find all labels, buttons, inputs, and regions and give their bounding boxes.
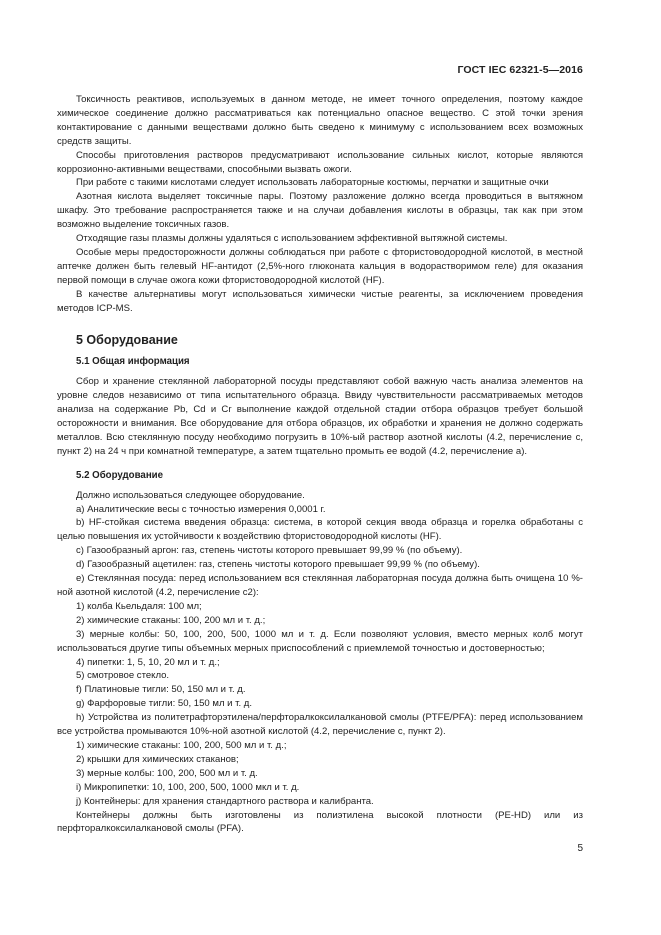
equipment-line: h) Устройства из политетрафторэтилена/перфторалкоксилалкановой смолы (PTFE/PFA): перед использованием все устройства промываются 10%-ной азотной кислотой (4.2, перечисление c, пункт 2). (57, 712, 583, 738)
equipment-line: 4) пипетки: 1, 5, 10, 20 мл и т. д.; (76, 656, 220, 668)
document-code: ГОСТ IEC 62321-5—2016 (457, 64, 583, 76)
equipment-line: 3) мерные колбы: 100, 200, 500 мл и т. д. (76, 767, 258, 779)
equipment-line: 3) мерные колбы: 50, 100, 200, 500, 1000 мл и т. д. Если позволяют условия, вместо мерных колб могут использоваться другие типы объемных мерных приспособлений с приемлемой точностью и достоверностью; (57, 628, 583, 654)
equipment-line: g) Фарфоровые тигли: 50, 150 мл и т. д. (76, 698, 253, 710)
equipment-line: 5) смотровое стекло. (76, 670, 170, 682)
subsection-title: 5.1 Общая информация (76, 356, 190, 368)
equipment-line: f) Платиновые тигли: 50, 150 мл и т. д. (76, 684, 246, 696)
equipment-line: e) Стеклянная посуда: перед использованием вся стеклянная лабораторная посуда должна быть очищена 10 %-ной азотной кислотой (4.2, перечисление c2): (57, 573, 583, 598)
subsection-title: 5.2 Оборудование (76, 469, 164, 481)
safety-paragraph: При работе с такими кислотами следует использовать лабораторные костюмы, перчатки и защитные очки (76, 177, 549, 189)
safety-paragraph: Особые меры предосторожности должны соблюдаться при работе с фтористоводородной кислотой, в местной аптечке должен быть гелевый HF-антидот (2,5%-ного глюконата кальция в водорастворимом геле) для оказания первой помощи в случае ожога кожи фтористоводородной кислотой (HF). (57, 246, 583, 286)
equipment-line: i) Микропипетки: 10, 100, 200, 500, 1000 мкл и т. д. (76, 781, 300, 793)
equipment-line: 2) крышки для химических стаканов; (76, 753, 239, 765)
safety-paragraph: В качестве альтернативы могут использоваться химически чистые реагенты, за исключением проведения методов ICP-MS. (57, 288, 583, 314)
equipment-line: 2) химические стаканы: 100, 200 мл и т. д.; (76, 614, 266, 626)
safety-paragraph: Азотная кислота выделяет токсичные пары. Поэтому разложение должно всегда проводиться в вытяжном шкафу. Это требование распространяется также и на случаи добавления кислоты в образцы, так как при этом возможно выделение токсичных газов. (57, 191, 583, 231)
equipment-line: a) Аналитические весы с точностью измерения 0,0001 г. (76, 503, 326, 515)
equipment-line: 1) химические стаканы: 100, 200, 500 мл и т. д.; (76, 739, 287, 751)
safety-paragraph: Отходящие газы плазмы должны удаляться с использованием эффективной вытяжной системы. (76, 233, 508, 245)
section-title: 5 Оборудование (76, 332, 178, 347)
equipment-line: d) Газообразный ацетилен: газ, степень чистоты которого превышает 99,99 % (по объему). (76, 559, 480, 571)
equipment-line: Должно использоваться следующее оборудование. (76, 489, 305, 501)
safety-paragraph: Способы приготовления растворов предусматривают использование сильных кислот, которые являются коррозионно-активными веществами, способными вызвать ожоги. (57, 149, 583, 175)
equipment-line: 1) колба Кьельдаля: 100 мл; (76, 600, 202, 612)
safety-paragraph: Токсичность реактивов, используемых в данном методе, не имеет точного определения, поэтому каждое химическое соединение должно рассматриваться как потенциально опасное вещество. С этой точки зрения контактирование с данными веществами должно быть сведено к минимуму с использованием всех возможных средств защиты. (57, 94, 583, 147)
equipment-line: c) Газообразный аргон: газ, степень чистоты которого превышает 99,99 % (по объему). (76, 545, 463, 557)
equipment-line: b) HF-стойкая система введения образца: система, в которой секция ввода образца и горелка обработаны с целью повышения их устойчивости к воздействию фтористоводородной кислоты (HF). (57, 517, 583, 543)
page-number: 5 (577, 843, 583, 854)
equipment-line: j) Контейнеры: для хранения стандартного раствора и калибранта. (76, 795, 374, 807)
equipment-line: Контейнеры должны быть изготовлены из полиэтилена высокой плотности (PE-HD) или из перфторалкоксилалкановой смолы (PFA). (57, 809, 583, 835)
subsection-paragraph: Сбор и хранение стеклянной лабораторной посуды представляют собой важную часть анализа элементов на уровне следов независимо от типа испытательного образца. Ввиду чувствительности рассматриваемых методов анализа на содержание Pb, Cd и Cr выполнение каждой отдельной стадии отбора образцов требует большой осторожности и внимания. Все оборудование для отбора образцов, их обработки и хранения не должно содержать металлов. Всю стеклянную посуду необходимо погрузить в 10%-ый раствор азотной кислоты (4.2, перечисление c, пункт 2) на 24 ч при комнатной температуре, а затем тщательно промыть ее водой (4.2, перечисление a). (57, 376, 583, 457)
page-content (57, 93, 583, 836)
